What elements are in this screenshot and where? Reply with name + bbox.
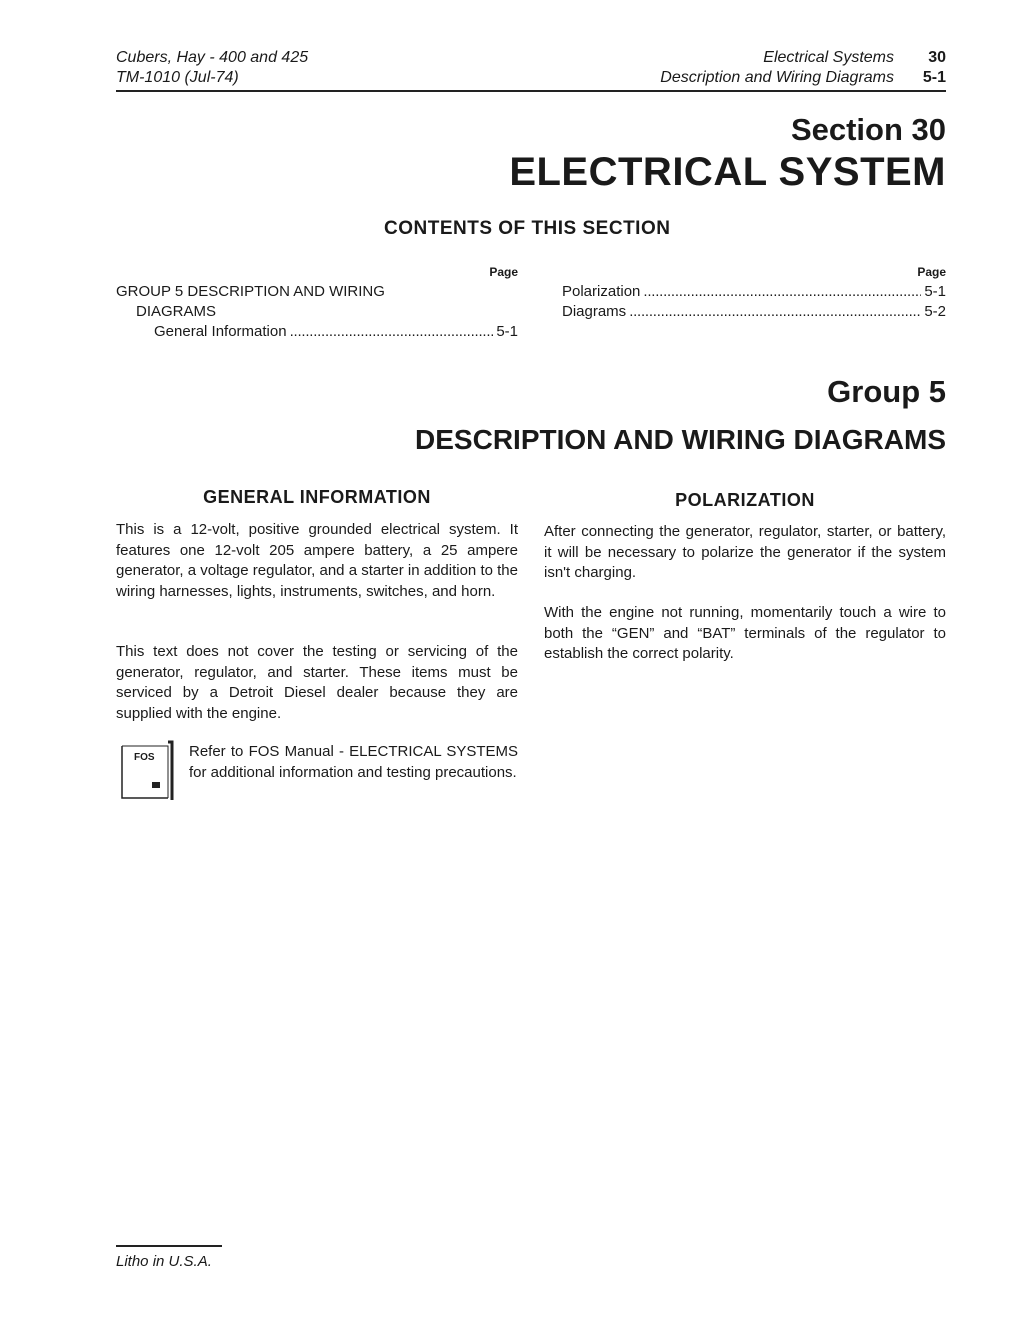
toc-page-header: Page (489, 265, 518, 279)
header-manual-title: Cubers, Hay - 400 and 425 (116, 49, 309, 66)
toc-leader-dots (629, 302, 921, 322)
group-label: Group 5 (827, 374, 946, 409)
header-section-name: Electrical Systems (763, 49, 894, 66)
toc-entry-label: General Information (154, 323, 287, 340)
polarization-paragraph: With the engine not running, momentarily touch a wire to both the “GEN” and “BAT” terminals of the regulator to establish the correct polarity. (544, 604, 946, 662)
toc-leader-dots (290, 322, 494, 342)
group-title: DESCRIPTION AND WIRING DIAGRAMS (415, 424, 946, 455)
toc-entry[interactable] (562, 282, 946, 302)
fos-reference-note: Refer to FOS Manual - ELECTRICAL SYSTEMS for additional information and testing precautions. (189, 743, 518, 781)
footer-litho: Litho in U.S.A. (116, 1253, 212, 1270)
toc-group-title: GROUP 5 DESCRIPTION AND WIRING (116, 283, 385, 300)
general-information-heading: GENERAL INFORMATION (203, 487, 431, 507)
header-page-number: 5-1 (922, 69, 946, 86)
section-label: Section 30 (790, 112, 946, 147)
toc-entry-page: 5-1 (496, 323, 518, 340)
polarization-heading: POLARIZATION (675, 490, 815, 510)
toc-entry-page: 5-2 (924, 303, 946, 320)
contents-heading: CONTENTS OF THIS SECTION (384, 218, 671, 239)
toc-page-header: Page (917, 265, 946, 279)
toc-group-title-cont: DIAGRAMS (136, 303, 217, 320)
fos-icon-label: FOS (134, 752, 155, 763)
toc-right (562, 262, 946, 322)
polarization-paragraph: After connecting the generator, regulator, starter, or battery, it will be necessary to polarize the generator if the system isn't charging. (544, 523, 946, 581)
header-group-name: Description and Wiring Diagrams (660, 69, 894, 86)
general-information-paragraph: This is a 12-volt, positive grounded electrical system. It features one 12-volt 205 ampere battery, a 25 ampere generator, a voltage regulator, and a starter in addition to the wiring harnesses, lights, instruments, switches, and horn. (116, 521, 518, 600)
header-section-number: 30 (928, 49, 946, 66)
toc-entry[interactable] (116, 322, 518, 342)
fos-manual-icon (116, 738, 178, 802)
toc-leader-dots (643, 282, 921, 302)
general-information-paragraph: This text does not cover the testing or servicing of the generator, regulator, and starter. These items must be serviced by a Detroit Diesel dealer because they are supplied with the engine. (116, 643, 518, 722)
toc-entry-label: Diagrams (562, 303, 627, 320)
footer-rule (116, 1245, 222, 1247)
toc-entry-label: Polarization (562, 283, 641, 300)
toc-entry[interactable] (562, 302, 946, 322)
toc-entry-page: 5-1 (924, 283, 946, 300)
section-title: ELECTRICAL SYSTEM (509, 150, 946, 194)
toc-left (116, 262, 518, 342)
header-rule (116, 90, 946, 92)
header-manual-code: TM-1010 (Jul-74) (116, 69, 239, 86)
